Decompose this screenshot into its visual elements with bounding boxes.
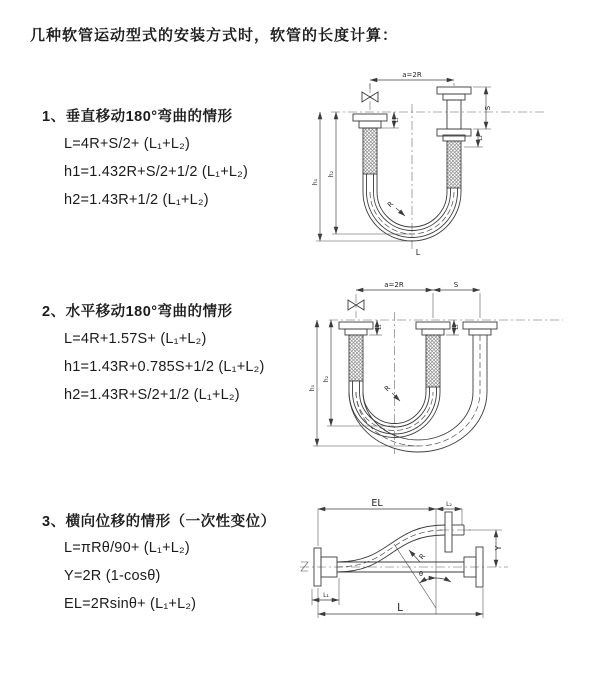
section-1-formula-h2: h2=1.43R+1/2 (L₁+L₂) — [64, 192, 209, 208]
flange-upper-right — [445, 512, 464, 552]
dim-label-l1: L₁ — [377, 324, 383, 330]
section-3-formula-Y: Y=2R (1-cosθ) — [64, 568, 161, 584]
angle-arc-left — [420, 578, 436, 583]
radius-label: R — [417, 552, 428, 562]
section-3-heading: 3、横向位移的情形（一次性变位） — [42, 514, 276, 530]
dim-label-l1: L₁ — [323, 592, 329, 599]
section-2-formula-h2: h2=1.43R+S/2+1/2 (L₁+L₂) — [64, 387, 240, 403]
section-1-formula-h1: h1=1.432R+S/2+1/2 (L₁+L₂) — [64, 164, 249, 180]
dim-label-l2: L₂ — [454, 324, 460, 330]
radius-arrow — [392, 393, 400, 401]
angle-reference-line — [394, 544, 436, 608]
diagram-vertical-180-bend — [306, 70, 596, 260]
section-2-heading: 2、水平移动180°弯曲的情形 — [42, 304, 233, 320]
section-2-formula-L: L=4R+1.57S+ (L₁+L₂) — [64, 331, 207, 347]
hose-u-bend — [363, 192, 461, 241]
hose-left-leg — [339, 322, 373, 392]
dim-label-h1: h₁ — [312, 178, 319, 186]
diagram-lateral-displacement — [296, 496, 598, 648]
section-1-heading: 1、垂直移动180°弯曲的情形 — [42, 109, 233, 125]
hose-u-bend-displaced — [349, 392, 487, 452]
angle-label: θ — [419, 570, 423, 578]
radius-label: R — [383, 384, 393, 394]
dim-label-y: Y — [494, 545, 503, 551]
section-1-formula-L: L=4R+S/2+ (L₁+L₂) — [64, 136, 190, 152]
dim-label-s: S — [453, 281, 459, 289]
valve-icon — [362, 92, 378, 102]
dim-label-h1: h₁ — [309, 384, 316, 392]
hose-right-leg-displaced — [463, 322, 497, 392]
radius-arrow — [396, 208, 405, 216]
dim-label-a2r: a=2R — [402, 71, 422, 79]
dim-label-s: S — [484, 105, 492, 111]
page-title: 几种软管运动型式的安装方式时，软管的长度计算： — [30, 27, 399, 44]
dim-label-h2: h₂ — [328, 170, 335, 178]
dim-label-l: L — [397, 602, 403, 614]
break-mark — [301, 562, 308, 571]
dim-label-el: EL — [371, 498, 383, 509]
dim-label-l1: L₁ — [394, 117, 400, 123]
diagram-horizontal-180-bend — [301, 276, 596, 466]
hose-left-leg — [353, 114, 387, 192]
hose-right-leg — [437, 87, 471, 192]
dim-label-l2: L₂ — [478, 135, 484, 141]
section-3-formula-EL: EL=2Rsinθ+ (L₁+L₂) — [64, 596, 197, 612]
dim-label-h2: h₂ — [323, 375, 330, 383]
dim-label-a2r: a=2R — [384, 281, 404, 289]
length-label: L — [415, 248, 421, 257]
hose-middle-leg — [416, 322, 450, 392]
angle-arc-right — [436, 578, 451, 582]
dim-label-l2: L₂ — [446, 501, 452, 508]
section-3-formula-L: L=πRθ/90+ (L₁+L₂) — [64, 540, 190, 556]
hose-s-curve — [337, 525, 445, 572]
radius-label: R — [386, 200, 396, 210]
section-2-formula-h1: h1=1.43R+0.785S+1/2 (L₁+L₂) — [64, 359, 265, 375]
